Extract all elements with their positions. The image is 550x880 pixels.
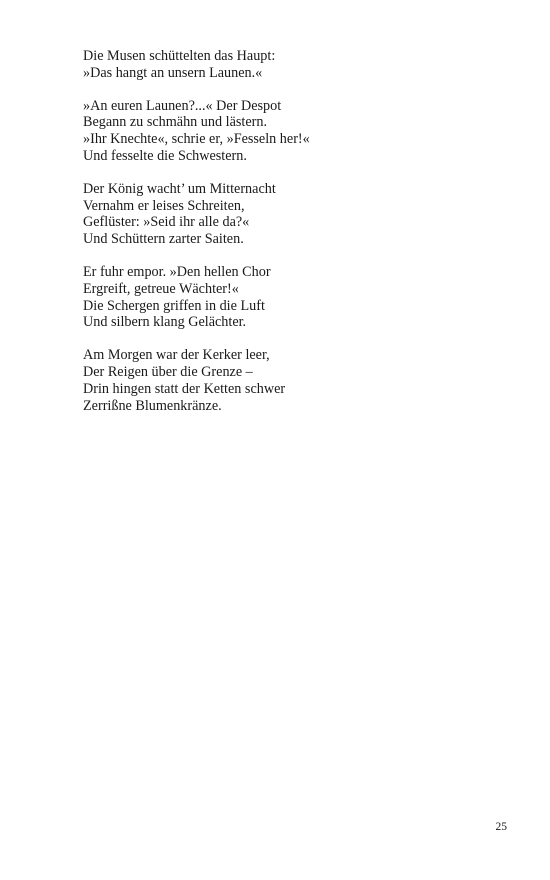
stanza-2 [83,98,503,165]
poem-line: »An euren Launen?...« Der Despot [83,97,282,114]
poem-line: Drin hingen statt der Ketten schwer [83,380,286,397]
poem-line: »Ihr Knechte«, schrie er, »Fesseln her!« [83,131,310,148]
stanza-1 [83,48,503,82]
poem-line: Der König wacht’ um Mitternacht [83,180,276,197]
poem-line: Und Schüttern zarter Saiten. [83,231,244,248]
poem-line: Geflüster: »Seid ihr alle da?« [83,214,250,231]
poem-line: Die Schergen griffen in die Luft [83,297,265,314]
page-number: 25 [495,821,507,833]
poem-line: Am Morgen war der Kerker leer, [83,347,270,364]
poem-line: Ergreift, getreue Wächter!« [83,280,239,297]
poem [83,48,503,430]
poem-line: Und silbern klang Gelächter. [83,314,247,331]
stanza-5 [83,347,503,414]
stanza-3 [83,181,503,248]
poem-line: Er fuhr empor. »Den hellen Chor [83,263,271,280]
poem-line: Zerrißne Blumenkränze. [83,397,222,414]
poem-line: Und fesselte die Schwestern. [83,147,247,164]
stanza-4 [83,264,503,331]
poem-line: Vernahm er leises Schreiten, [83,197,245,214]
poem-line: Begann zu schmähn und lästern. [83,114,267,131]
poem-line: Die Musen schüttelten das Haupt: [83,48,276,64]
poem-line: »Das hangt an unsern Launen.« [83,64,263,81]
poem-line: Der Reigen über die Grenze – [83,363,253,380]
